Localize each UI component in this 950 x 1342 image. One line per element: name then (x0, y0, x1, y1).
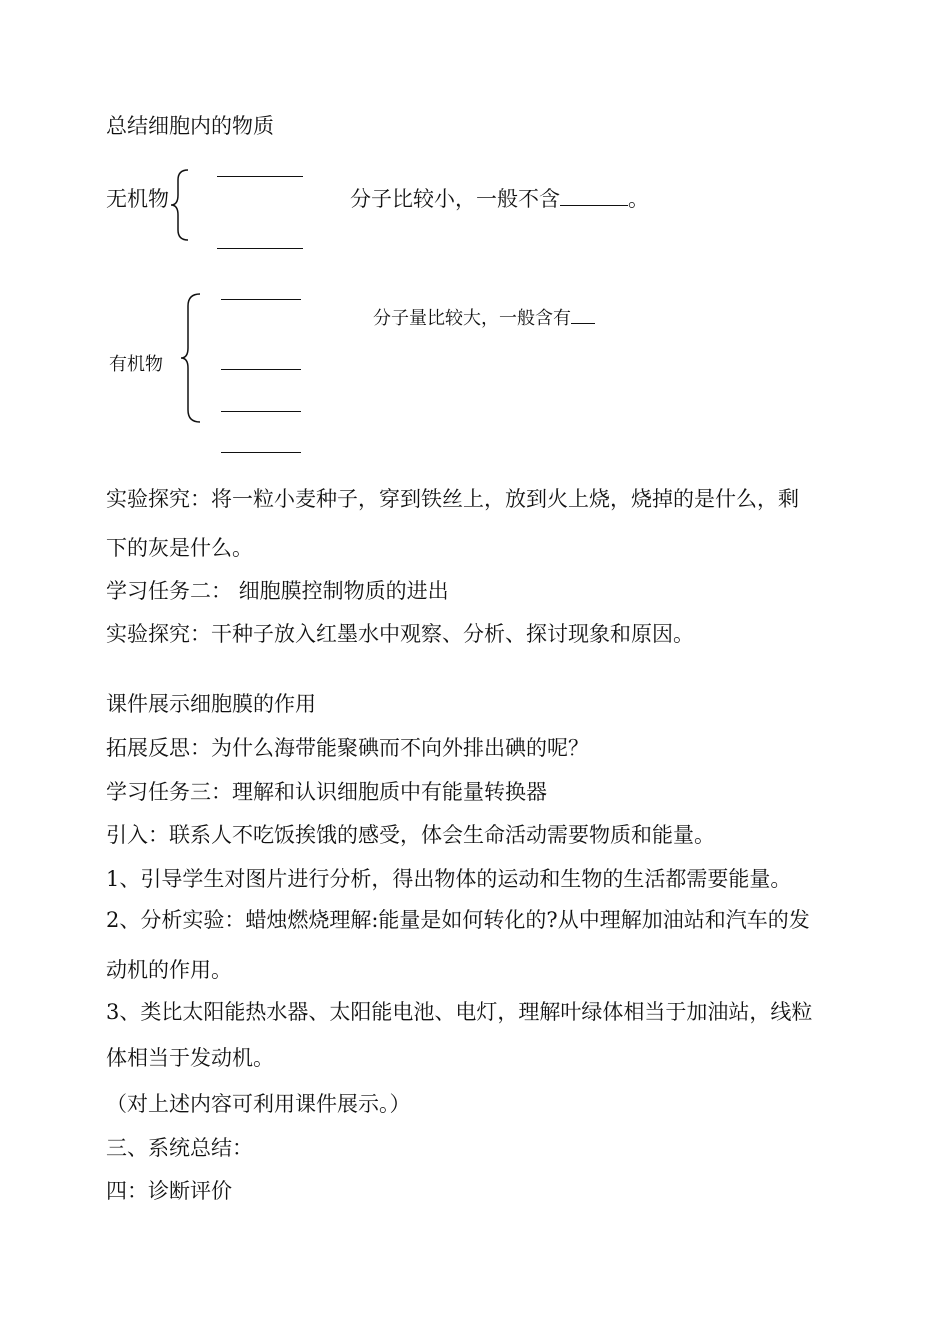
text-line: 四：诊断评价 (106, 1179, 232, 1203)
text-line: 1、引导学生对图片进行分析，得出物体的运动和生物的生活都需要能量。 (106, 867, 792, 891)
organic-brace (180, 292, 204, 424)
organic-note (373, 305, 595, 332)
inorganic-note-end: 。 (628, 187, 649, 211)
organic-note-text: 分子量比较大，一般含有 (373, 308, 571, 329)
text-line: 下的灰是什么。 (106, 536, 253, 560)
text-line: 拓展反思：为什么海带能聚碘而不向外排出碘的呢？ (106, 736, 589, 760)
text-line: 体相当于发动机。 (106, 1046, 274, 1070)
text-line: 2、分析实验：蜡烛燃烧理解:能量是如何转化的?从中理解加油站和汽车的发 (106, 908, 810, 932)
text-line: （对上述内容可利用课件展示。） (106, 1092, 411, 1116)
text-line: 实验探究：将一粒小麦种子，穿到铁丝上，放到火上烧，烧掉的是什么，剩 (106, 487, 799, 511)
text-line: 引入：联系人不吃饭挨饿的感受，体会生命活动需要物质和能量。 (106, 823, 715, 847)
organic-blank-1[interactable] (221, 299, 301, 300)
organic-note-blank[interactable] (571, 305, 595, 324)
text-line: 学习任务二： 细胞膜控制物质的进出 (106, 579, 449, 603)
inorganic-label: 无机物 (106, 187, 169, 211)
text-line: 实验探究：干种子放入红墨水中观察、分析、探讨现象和原因。 (106, 622, 694, 646)
summary-title: 总结细胞内的物质 (106, 114, 274, 138)
inorganic-note-blank[interactable] (560, 187, 628, 206)
organic-blank-2[interactable] (221, 369, 301, 370)
text-line: 三、系统总结： (106, 1136, 253, 1160)
text-line: 3、类比太阳能热水器、太阳能电池、电灯，理解叶绿体相当于加油站，线粒 (106, 1000, 813, 1024)
inorganic-note (350, 186, 649, 212)
organic-blank-3[interactable] (221, 411, 301, 412)
text-line: 课件展示细胞膜的作用 (106, 692, 316, 716)
inorganic-note-text: 分子比较小，一般不含 (350, 187, 560, 211)
text-line: 动机的作用。 (106, 958, 232, 982)
inorganic-brace (170, 168, 192, 242)
organic-blank-4[interactable] (221, 452, 301, 453)
inorganic-blank-1[interactable] (217, 176, 303, 177)
organic-label: 有机物 (109, 354, 163, 375)
inorganic-blank-2[interactable] (217, 248, 303, 249)
text-line: 学习任务三：理解和认识细胞质中有能量转换器 (106, 780, 547, 804)
